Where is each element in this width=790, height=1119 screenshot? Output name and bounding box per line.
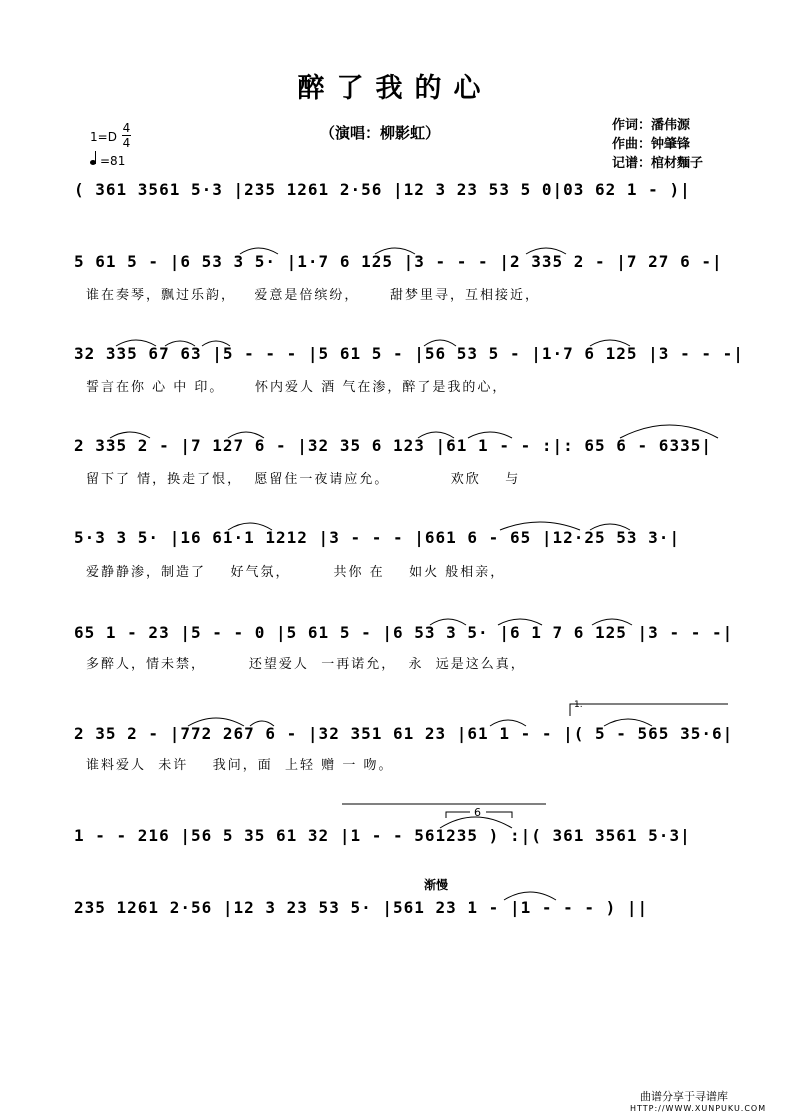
slur-line-6a [430,619,466,625]
slur-line-5c [590,524,630,530]
slur-line-4e [620,425,718,438]
volta-label: 1. [574,700,583,710]
slur-line-5a [228,523,272,530]
slur-line-7d [604,719,652,726]
slur-line-4d [468,432,512,438]
tempo-value: =81 [100,154,126,168]
tuplet-label: 6 [474,806,481,819]
slur-line-6c [592,619,632,625]
slur-line-2c [526,248,566,254]
ritardando-marking: 渐慢 [424,878,449,892]
score-line-1-notes: ( 361 3561 5·3 |235 1261 2·56 |12 3 23 53 5 0|03 62 1 - )| [74,180,691,199]
slur-line-3c [202,341,230,346]
score-line-5-lyrics: 爱静静渗，制造了 好气氛， 共你 在 如火 般相亲， [86,565,506,580]
song-title: 醉了我的心 [297,73,493,104]
composer-credit: 作曲：钟肇锋 [612,137,691,152]
transcriber-credit: 记谱：棺材麵子 [612,156,704,171]
slur-line-4a [110,432,150,438]
slur-line-4c [418,432,454,438]
slur-line-2a [240,248,278,254]
slur-line-7b [250,721,274,726]
score-line-3-notes: 32 335 67 63 |5 - - - |5 61 5 - |56 53 5 - |1·7 6 125 |3 - - -| [74,344,744,363]
score-line-2-notes: 5 61 5 - |6 53 3 5· |1·7 6 125 |3 - - - |2 335 2 - |7 27 6 -| [74,252,723,271]
slur-line-7c [490,720,526,726]
score-line-4-lyrics: 留下了 情，换走了恨， 愿留住一夜请应允。 欢欣 与 [86,472,521,487]
score-line-9-notes: 235 1261 2·56 |12 3 23 53 5· |561 23 1 - |1 - - - ) || [74,898,649,917]
slur-line-8 [440,817,512,828]
slur-line-3a [116,340,156,346]
slur-line-9 [504,892,556,900]
slur-line-2b [375,248,415,254]
slur-line-4b [228,432,264,438]
score-line-3-lyrics: 誓言在你 心 中 印。 怀内爱人 酒 气在渗，醉了是我的心， [86,380,508,395]
score-line-5-notes: 5·3 3 5· |16 61·1 1212 |3 - - - |661 6 - 65 |12·25 53 3·| [74,528,681,547]
lyricist-credit: 作词：潘伟源 [612,118,691,133]
score-line-4-notes: 2 335 2 - |7 127 6 - |32 35 6 123 |61 1 - - :|: 65 6 - 6335| [74,436,712,455]
singer-credit: （演唱：柳影虹） [320,124,441,142]
time-signature-bottom: 4 [122,136,131,150]
score-line-6-lyrics: 多醉人，情未禁， 还望爱人 一再诺允， 永 远是这么真， [86,657,526,672]
slur-line-7a [188,718,244,726]
slur-line-3b [165,341,195,346]
footer-site-name: 曲谱分享于寻谱库 [640,1090,728,1103]
footer-url: HTTP://WWW.XUNPUKU.COM [630,1104,767,1113]
slur-line-3e [590,340,630,346]
slur-line-3d [424,340,456,346]
score-line-7-notes: 2 35 2 - |772 267 6 - |32 351 61 23 |61 1 - - |( 5 - 565 35·6| [74,724,734,743]
score-line-7-lyrics: 谁料爱人 未许 我问，面 上轻 赠 一 吻。 [86,758,394,773]
time-signature-top: 4 [122,121,131,135]
score-line-8-notes: 1 - - 216 |56 5 35 61 32 |1 - - 561235 ) :|( 361 3561 5·3| [74,826,691,845]
volta-bracket [570,704,728,716]
slur-line-6b [498,619,542,625]
slur-line-5b [500,522,580,530]
score-line-6-notes: 65 1 - 23 |5 - - 0 |5 61 5 - |6 53 3 5· |6 1 7 6 125 |3 - - -| [74,623,734,642]
score-line-2-lyrics: 谁在奏琴，飘过乐韵， 爱意是倍缤纷， 甜梦里寻，互相接近， [86,288,541,303]
key-signature: 1=D [90,130,117,144]
